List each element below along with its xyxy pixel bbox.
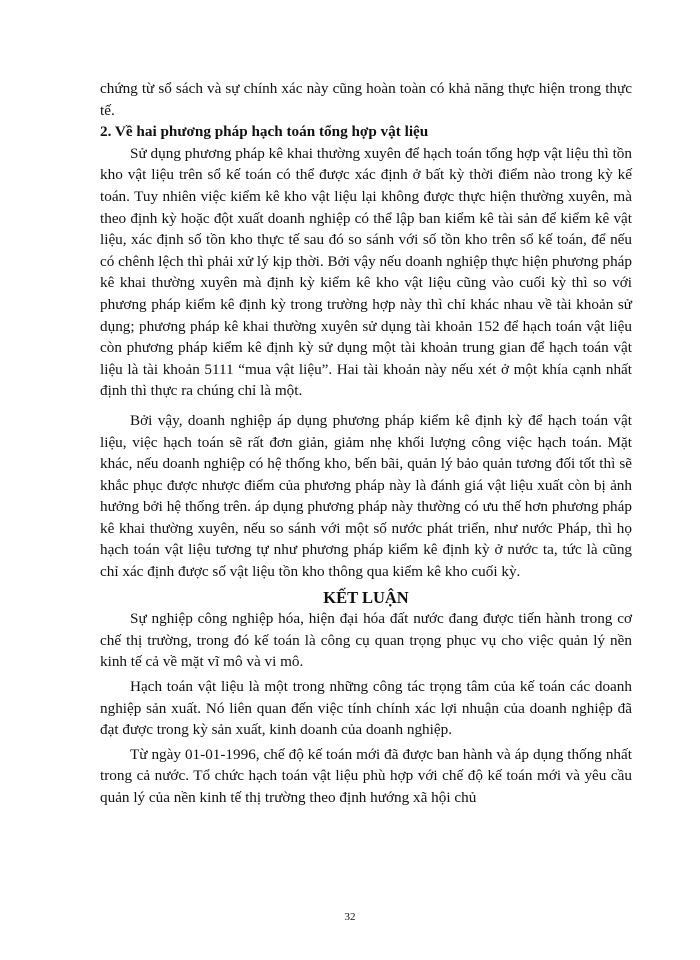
section-heading: 2. Về hai phương pháp hạch toán tổng hợp vật liệu	[100, 123, 429, 141]
conclusion-title: KẾT LUẬN	[323, 587, 409, 607]
paragraph: Sử dụng phương pháp kê khai thường xuyên để hạch toán tổng hợp vật liệu thì tồn kho vật liệu trên sổ kế toán có thể được xác định ở bất kỳ thời điểm nào trong kỳ kế toán. Tuy nhiên việc kiểm kê kho vật liệu lại không được thực hiện thường xuyên, mà theo định kỳ hoặc đột xuất doanh nghiệp có thể lập ban kiểm kê tài sản để kiểm kê vật liệu, xác định số tồn kho thực tế sau đó so sánh với số tồn kho trên sổ kế toán, để nếu có chênh lệch thì phải xử lý kịp thời. Bởi vậy nếu doanh nghiệp thực hiện phương pháp kê khai thường xuyên mà định kỳ kiểm kê kho vật liệu cũng vào cuối kỳ thì so với phương pháp kiểm kê định kỳ trong trường hợp này thì chỉ khác nhau về tài khoản sử dụng; phương pháp kê khai thường xuyên sử dụng tài khoản 152 để hạch toán vật liệu còn phương pháp kiểm kê định kỳ sử dụng một tài khoản trung gian để hạch toán vật liệu là tài khoản 5111 “mua vật liệu”. Hai tài khoản này nếu xét ở một khía cạnh nhất định thì thực ra chúng chỉ là một.	[100, 144, 632, 400]
paragraph: Hạch toán vật liệu là một trong những công tác trọng tâm của kế toán các doanh nghiệp sản xuất. Nó liên quan đến việc tính chính xác lợi nhuận của doanh nghiệp đã đạt được trong kỳ sản xuất, kinh doanh của doanh nghiệp.	[100, 678, 632, 739]
paragraph: Bởi vậy, doanh nghiệp áp dụng phương pháp kiểm kê định kỳ để hạch toán vật liệu, việc hạch toán sẽ rất đơn giản, giảm nhẹ khối lượng công việc hạch toán. Mặt khác, nếu doanh nghiệp có hệ thống kho, bến bãi, quản lý bảo quản tương đối tốt thì sẽ khắc phục được nhược điểm của phương pháp này là đánh giá vật liệu xuất còn bị ảnh hưởng bởi hệ thống trên. áp dụng phương pháp này thường có ưu thế hơn phương pháp kê khai thường xuyên, nếu so sánh với một số nước phát triển, như nước Pháp, thì họ hạch toán vật liệu tương tự như phương pháp kiểm kê định kỳ ở nước ta, tức là cũng chỉ xác định được số vật liệu tồn kho thông qua kiểm kê kho cuối kỳ.	[100, 411, 632, 581]
paragraph-continuation: chứng từ sổ sách và sự chính xác này cũng hoàn toàn có khả năng thực hiện trong thực tế.	[100, 80, 632, 119]
paragraph: Sự nghiệp công nghiệp hóa, hiện đại hóa đất nước đang được tiến hành trong cơ chế thị trường, trong đó kế toán là công cụ quan trọng phục vụ cho việc quản lý nền kinh tế cả về mặt vĩ mô và vi mô.	[100, 610, 632, 671]
paragraph: Từ ngày 01-01-1996, chế độ kế toán mới đã được ban hành và áp dụng thống nhất trong cả nước. Tổ chức hạch toán vật liệu phù hợp với chế độ kế toán mới và yêu cầu quản lý của nền kinh tế thị trường theo định hướng xã hội chủ	[100, 745, 632, 806]
page-number: 32	[344, 911, 356, 923]
body-text	[100, 78, 632, 809]
